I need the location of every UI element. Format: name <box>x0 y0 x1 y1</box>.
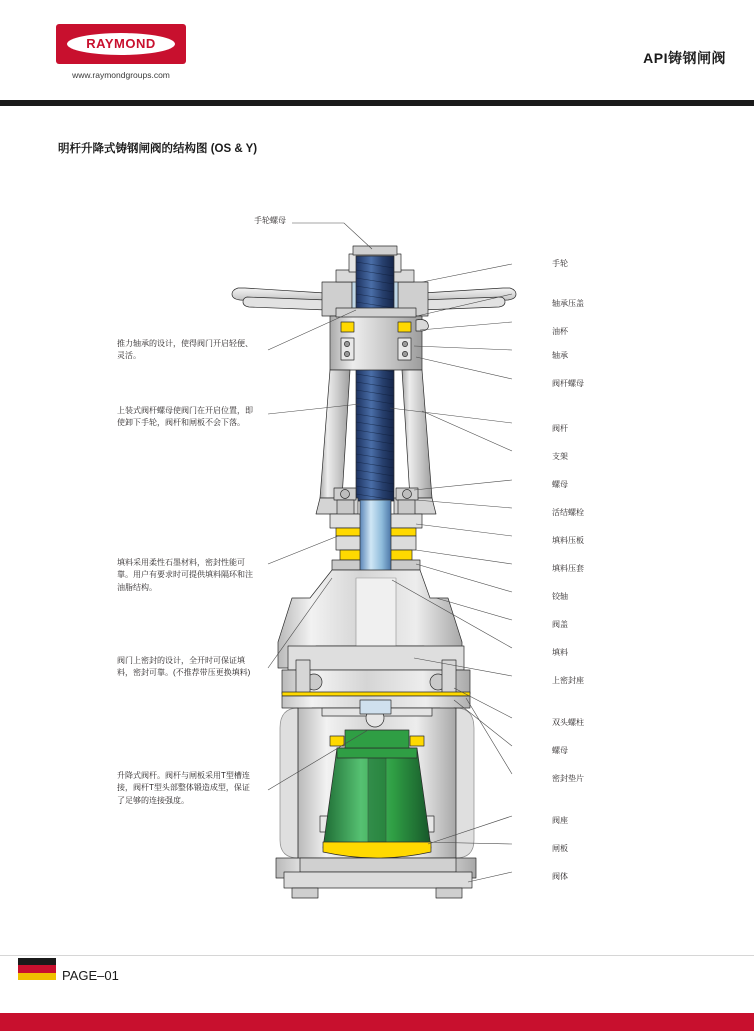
label-stem-nut: 阀杆螺母 <box>552 379 584 388</box>
company-website: www.raymondgroups.com <box>72 70 170 80</box>
gasket-part <box>282 692 470 696</box>
note-backseat: 阀门上密封的设计，全开时可保证填料，密封可靠。(不推荐带压更换填料) <box>117 656 251 678</box>
note-stem-gate: 升降式阀杆。阀杆与闸板采用T型槽连接，阀杆T型头部整体锻造成型，保证了足够的连接强度。 <box>117 771 250 805</box>
label-back-seat: 上密封座 <box>552 676 584 685</box>
note-packing: 填料采用柔性石墨材料，密封性能可靠。用户有要求时可提供填料隔环和注油脂结构。 <box>117 558 253 592</box>
company-logo <box>56 24 186 64</box>
label-oil-cup: 油杯 <box>552 327 568 336</box>
gate-part <box>323 730 431 858</box>
header-title: API铸钢闸阀 <box>643 50 726 66</box>
label-handwheel-nut: 手轮螺母 <box>254 216 286 225</box>
label-gate: 闸板 <box>552 844 568 853</box>
label-eye-bolt: 活结螺栓 <box>552 508 584 517</box>
label-body: 阀体 <box>552 872 568 881</box>
page-title: 明杆升降式铸钢闸阀的结构图 (OS & Y) <box>58 143 258 155</box>
label-bearing: 轴承 <box>552 351 568 360</box>
label-packing: 填料 <box>552 648 568 657</box>
label-seat: 阀座 <box>552 816 568 825</box>
stem-thread-part <box>356 256 394 501</box>
label-yoke: 支架 <box>552 452 568 461</box>
bonnet-part <box>278 570 470 704</box>
note-stem-nut: 上装式阀杆螺母使阀门在开启位置，即使卸下手轮，阀杆和闸板不会下落。 <box>117 406 253 428</box>
label-bearing-cover: 轴承压盖 <box>552 299 584 308</box>
page-header <box>0 0 754 106</box>
label-nut-lower: 螺母 <box>552 746 568 755</box>
label-hinge-pin: 铰轴 <box>552 592 568 601</box>
label-gland-flange: 填料压板 <box>552 536 584 545</box>
bearing-housing-part <box>330 308 428 370</box>
header-black-bar <box>0 100 754 106</box>
label-nut-upper: 螺母 <box>552 480 568 489</box>
valve-cross-section-diagram <box>0 170 754 930</box>
label-handwheel: 手轮 <box>552 259 568 268</box>
label-stem: 阀杆 <box>552 424 568 433</box>
label-bonnet: 阀盖 <box>552 620 568 629</box>
page-number: PAGE–01 <box>62 968 119 983</box>
label-stud-bolt: 双头螺柱 <box>552 718 584 727</box>
logo-oval-shape <box>67 33 175 55</box>
note-thrust-bearing: 推力轴承的设计，使得阀门开启轻便、灵活。 <box>117 339 253 361</box>
german-flag-icon <box>18 958 56 980</box>
label-gasket: 密封垫片 <box>552 774 584 783</box>
footer-red-band <box>0 1013 754 1031</box>
logo-text: RAYMOND <box>86 36 156 51</box>
footer-divider <box>0 955 754 956</box>
label-gland-bush: 填料压套 <box>552 564 584 573</box>
